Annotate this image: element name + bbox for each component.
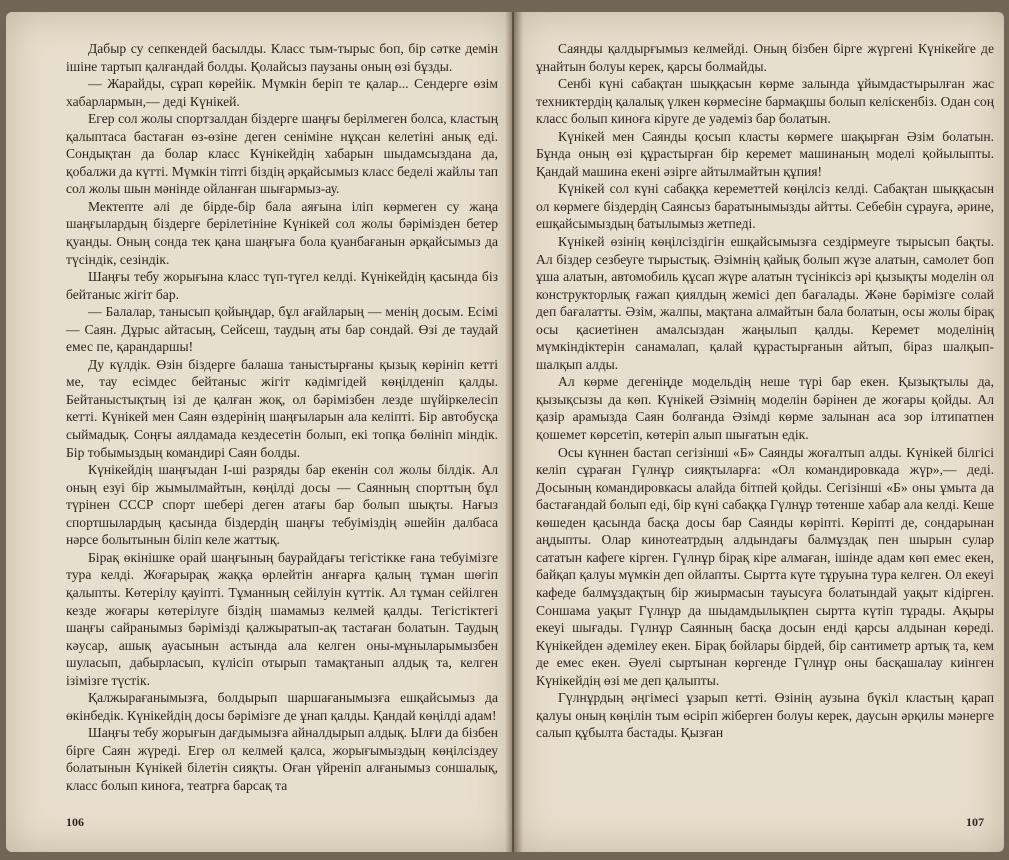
left-page <box>6 12 512 852</box>
paragraph: — Балалар, танысып қойыңдар, бұл ағайларың — менің досым. Есімі — Саян. Дұрыс айтасың, Сейсеш, таудың аты бар сондай. Өзі де таудай емес пе, қарандаршы! <box>66 304 498 355</box>
paragraph: Осы күннен бастап сегізінші «Б» Саянды жоғалтып алды. Күнікей білгісі келіп сұраған Гүлнұр сияқтыларға: «Ол командировкада жүр»,— деді. Досының командировкасы алайда бітпей қойды. Сегізінші «Б» оны ұмыта да бастағандай болып еді, бір күні сабаққа Гүлнұр төтенше хабар ала келді. Кеше көшеден қасында басқа досы бар Саянды көріпті. Көріпті де, сондарынан аңдыпты. Олар кинотеатрдың алдындағы балмұздақ пен шырын сулар сататын кафеге кірген. Гүлнұр бірақ кіре алмаған, ішінде адам көп емес екен, байқап қалуы мүмкін деп ойлапты. Сыртта күте тұруына тура келген. Ол екеуі кафеде балмұздақтың бір жиырмасын тауысуға болатындай уақыт кідірген. Соншама уақыт Гүлнұр да шыдамдылықпен сыртта күтіп тұрады. Ақыры екеуі шығады. Гүлнұр Саянның басқа досын енді қарсы алдынан көреді. Күнікейден әдемілеу екен. Бірақ бойлары бірдей, бір сантиметр артық та, кем де емес екен. Әуелі сыртынан көргенде Гүлнұр оны басқашалау киінген Күнікейдің өзі ме деп қалыпты. <box>536 444 994 688</box>
right-page-text <box>536 40 994 742</box>
paragraph: Күнікейдің шаңғыдан І-ші разряды бар екенін сол жолы білдік. Ал оның езуі бір жымылмайтын, көңілді досы — Саянның спорттың бұл түрінен СССР спорт шебері деген атағы бар болып шықты. Нағыз спортшылардың қасында біздердің шаңғы тебуіміздің әшейін далбаса нәрсе болытынын біліп келе жаттық. <box>66 462 498 548</box>
right-page <box>514 12 1004 852</box>
paragraph: Ду күлдік. Өзін біздерге балаша таныстырғаны қызық көрініп кетті ме, тау есімдес бейтаныс жігіт кәдімгідей көңілденіп қалды. Бейтаныстықтың ізі де қалған жоқ, ол бәрімізбен лезде шүйіркелесіп кетті. Күнікей мен Саян өздерінің шаңғыларын ала келіпті. Бір автобусқа сыймадық. Соңғы аялдамада кездесетін болып, екі топқа бөлініп міндік. Бір тобымыздың командирі Саян болды. <box>66 356 498 460</box>
page-number-right: 107 <box>966 815 984 829</box>
left-page-text <box>66 40 498 795</box>
paragraph: Шаңғы тебу жорығына класс түп-түгел келді. Күнікейдің қасында біз бейтаныс жігіт бар. <box>66 269 498 302</box>
page-number-left: 106 <box>66 815 84 829</box>
paragraph: Күнікей сол күні сабаққа кереметтей көңілсіз келді. Сабақтан шыққасын ол көрмеге біздердің Саянсыз баратынымызды айтты. Себебін сұрауға, әрине, ешқайсымыздың батылымыз жетпеді. <box>536 181 994 232</box>
paragraph: Ал көрме дегеніңде модельдің неше түрі бар екен. Қызықтылы да, қызықсызы да көп. Күнікей Әзімнің моделін бәрінен де жоғары қойды. Ал қазір арамызда Саян болғанда Әзімді көрме залынан аса зор ілтипатпен қошемет көрсетіп, көтеріп алып шығатын едік. <box>536 374 994 443</box>
book-gutter <box>505 12 523 852</box>
paragraph: Шаңғы тебу жорығын дағдымызға айналдырып алдық. Ылғи да бізбен бірге Саян жүреді. Егер ол келмей қалса, жорығымыздың көңілсіздеу болатынын Күнікей білетін сияқты. Оған үйреніп алғанымыз соншалық, класс болып киноға, театрға барсақ та <box>66 725 498 793</box>
paragraph: Егер сол жолы спортзалдан біздерге шаңғы берілмеген болса, кластың қалыптаса бастаған өз-өзіне деген сеніміне нұқсан келетіні анық еді. Сондықтан да болар класс Күнікейдің хабарын шыдамсыздана да, қобалжи да күтті. Мүмкін тіпті біздің әрқайсымыз класс беделі жайлы тап сол жолы шын мәнінде ойланған шығармыз-ау. <box>66 111 498 197</box>
paragraph: — Жарайды, сұрап көрейік. Мүмкін беріп те қалар... Сендерге өзім хабарлармын,— деді Күнікей. <box>66 76 498 109</box>
paragraph: Бірақ өкінішке орай шаңғының баурайдағы тегістікке ғана тебуімізге тура келді. Жоғарырақ жаққа өрлейтін анғарға қалың тұман шөгіп қалыпты. Көтерілу қауіпті. Тұманның сейілуін күттік. Ал тұман сейілген кезде жоғары көтерілуге біздің шамамыз келмей қалды. Тегістіктегі шаңғы сайранымыз бәрімізді қалжыратып-ақ тастаған болатын. Таудың кәусар, ашық ауасынын астында ала келген оны-мұныларымызбен шуласып, дабырласып, күлісіп отырып тамақтанып алдық та, келген ізімізге түстік. <box>66 549 498 688</box>
paragraph: Сенбі күні сабақтан шыққасын көрме залында ұйымдастырылған жас техниктердің қалалық үлкен көрмесіне бармақшы болып келіскенбіз. Одан соң класс болып киноға кіруге де уәдеміз бар болатын. <box>536 76 994 127</box>
paragraph: Дабыр су сепкендей басылды. Класс тым-тырыс боп, бір сәтке демін ішіне тартып қалғандай болды. Қолайсыз паузаны оның өзі бұзды. <box>66 41 498 74</box>
paragraph: Күнікей өзінің көңілсіздігін ешқайсымызға сездірмеуге тырысып бақты. Ал біздер сезбеуге тырыстық. Әзімнің қайық болып жүзе алатын, самолет боп ұша алатын, автомобиль құсап жүре алатын түсініксіз әрі қызықты моделін ол конструкторлық ғажап қиялдың жемісі деп бағалады. Және бәрімізге солай деп бағалатты. Әзім, жалпы, мақтана алмайтын бала болатын, осы жолы бірақ осы қасиетінен амалсыздан жаңылып қалды. Керемет моделінің мүмкіндіктерін санамалап, қалай құрастырғанын айтып, біраз шалқып-шалқып алды. <box>536 234 994 372</box>
paragraph: Саянды қалдырғымыз келмейді. Оның бізбен бірге жүргені Күнікейге де ұнайтын болуы керек, қарсы болмайды. <box>536 41 994 74</box>
paragraph: Гүлнұрдың әңгімесі ұзарып кетті. Өзінің аузына бүкіл кластың қарап қалуы оның көңілін тым өсіріп жіберген болуы керек, даусын әрқилы мәнерге салып құбылта бастады. Қызған <box>536 690 994 741</box>
paragraph: Күнікей мен Саянды қосып класты көрмеге шақырған Әзім болатын. Бұнда оның өзі құрастырған бір керемет машинаның моделі қойылыпты. Қандай машина екені әзірге айтылмайтын құпия! <box>536 128 994 179</box>
paragraph: Қалжырағанымызға, болдырып шаршағанымызға ешқайсымыз да өкінбедік. Күнікейдің досы бәрімізге де ұнап қалды. Қандай көңілді адам! <box>66 690 498 723</box>
paragraph: Мектепте әлі де бірде-бір бала аяғына іліп көрмеген су жаңа шаңғылардың біздерге берілетініне Күнікей сол жолы бәрімізден бетер қуанды. Оның сонда тек қана шаңғыға бола қуанбағанын әрқайсымыз да түсіндік, сезіндік. <box>66 198 498 267</box>
